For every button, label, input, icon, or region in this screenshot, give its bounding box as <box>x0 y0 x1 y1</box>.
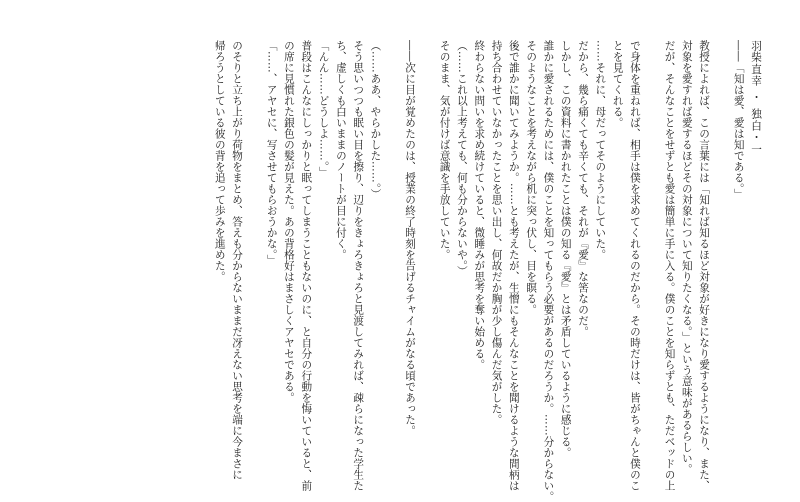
paragraph-line: 帰ろうとしている彼の背を追って歩みを進めた。 <box>213 40 226 282</box>
paragraph-line: そう思いつつも眠い目を擦り、辺りをきょろきょろと見渡してみれば、疎らになった学生た <box>352 40 365 491</box>
paragraph-line: ――次に目が覚めたのは、授業の終了時刻を告げるチャイムがなる頃であった。 <box>404 40 417 436</box>
paragraph-line: （……ああ、やらかした……。） <box>369 40 382 200</box>
paragraph-line: そのまま、気が付けば意識を手放していた。 <box>438 40 451 260</box>
paragraph-line: そのようなことを考えながら机に突っ伏し、目を瞑る。 <box>525 40 538 315</box>
paragraph-line: の席に見慣れた銀色の髪が見えた。あの背格好はまさしくアヤセである。 <box>282 40 295 403</box>
paragraph-line: ち、虚しくも白いままのノートが目に付く。 <box>334 40 347 260</box>
paragraph-line: だから、幾ら痛くても辛くても、それが『愛』な筈なのだ。 <box>577 40 590 337</box>
document-title: 羽柴直幸 ・ 独白・一 <box>750 40 762 156</box>
paragraph-line: 普段はこんなにしっかりと眠ってしまうこともないのに、と自分の行動を悔いていると、前 <box>300 40 313 491</box>
paragraph-line: 持ち合わせていなかったことを思い出し、何故だか胸が少し傷んだ気がした。 <box>490 40 503 425</box>
paragraph-line: 後で誰かに聞いてみようか。……とも考えたが、生憎にもそんなことを聞けるような間柄は <box>507 40 520 491</box>
paragraph-line: しかし、この資料に書かれたことは僕の知る『愛』とは矛盾しているように感じる。 <box>559 40 572 458</box>
paragraph-line: だが、そんなことをせずとも愛は簡単に手に入る。僕のことを知らずとも、ただベッドの上 <box>663 40 676 491</box>
paragraph-line: のそりと立ち上がり荷物をまとめ、答えも分からないままだ冴えない思考を端に今まさに <box>231 40 244 480</box>
paragraph-line: 対象を愛すれば愛するほどその対象について知りたくなる。」という意味があるらしい。 <box>680 40 693 475</box>
paragraph-line: 終わらない問いを求め続けていると、微睡みが思考を奪い始める。 <box>473 40 486 370</box>
vertical-text-body <box>24 40 764 502</box>
paragraph-line: ――「知は愛、愛は知である。」 <box>732 40 745 200</box>
paragraph-line: （……これ以上考えても、何も分からないや。） <box>455 40 468 277</box>
paragraph-line: とを見てくれる。 <box>611 40 624 128</box>
paragraph-line: 「……、アヤセに、写させてもらおうかな。」 <box>265 40 278 266</box>
paragraph-line: 「んん……どうしよ……。」 <box>317 40 330 178</box>
paragraph-line: ……それに、母だってそのようにしていた。 <box>594 40 607 260</box>
paragraph-line: 教授によれば、この言葉には「知れば知るほど対象が好きになり愛するようになり、また、 <box>698 40 711 491</box>
paragraph-line: 誰かに愛されるためには、僕のことを知ってもらう必要があるのだろうか。……分からない。 <box>542 40 555 502</box>
paragraph-line: で身体を重ねれば、相手は僕を求めてくれるのだから。その時だけは、皆がちゃんと僕のこ <box>628 40 641 491</box>
